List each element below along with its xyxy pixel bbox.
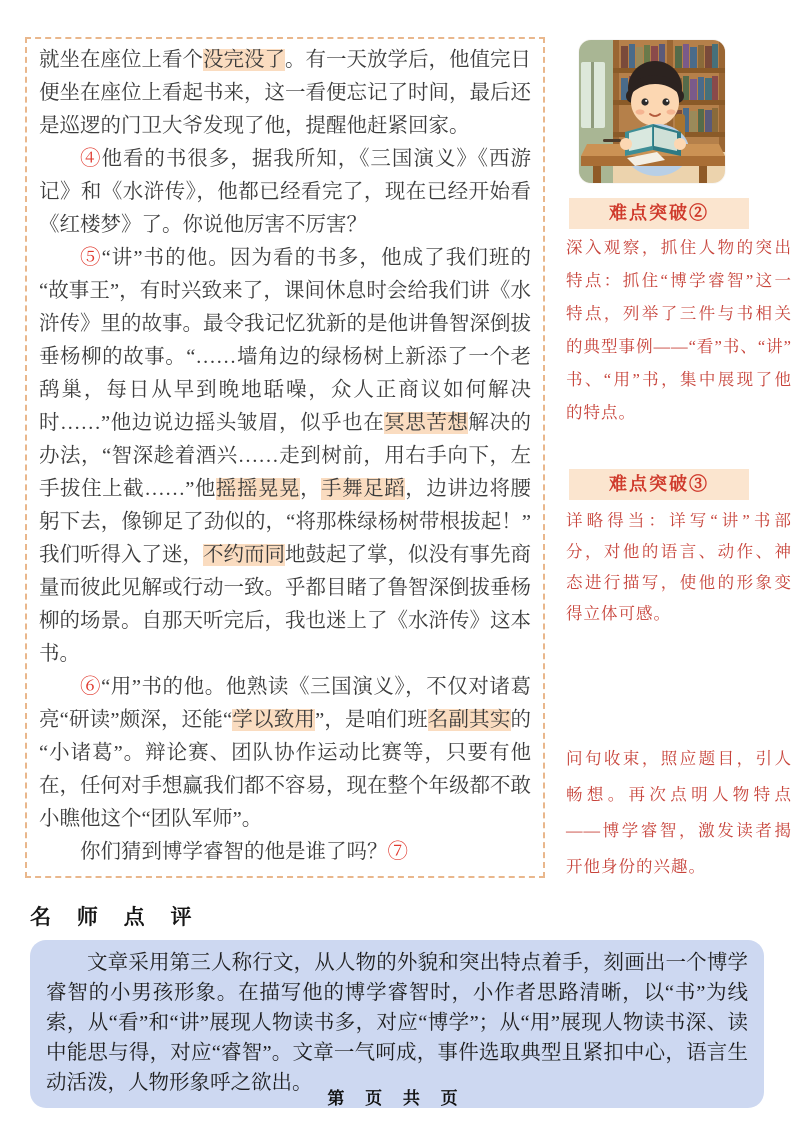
teacher-review-heading: 名 师 点 评 [30,906,202,929]
teacher-review-box [30,940,764,1108]
paragraph-number-marker: ④ [80,148,102,170]
essay-text: 他看的书很多，据我所知，《三国演义》《西游记》和《水浒传》，他都已经看完了，现在已经开始看《红楼梦》了。你说他厉害不厉害？ [39,148,532,236]
note-text-breakthrough-2: 深入观察，抓住人物的突出特点：抓住“博学睿智”这一特点，列举了三件与书相关的典型事例——“看”书、“讲”书、“用”书，集中展现了他的特点。 [566,238,792,422]
page-footer: 第 页 共 页 [327,1089,466,1108]
essay-text: 就坐在座位上看个 [39,49,203,71]
highlighted-phrase: 名副其实 [427,709,511,731]
essay-paragraph [39,44,531,143]
essay-body-panel [25,37,545,878]
essay-text: ， [300,478,322,500]
essay-text: 的“小诸葛”。辩论赛、团队协作运动比赛等，只要有他在，任何对手想赢我们都不容易，现在整个年级都不敢小瞧他这个“团队军师”。 [39,709,532,830]
highlighted-phrase: 冥思苦想 [384,412,469,434]
essay-paragraph [39,836,531,869]
highlighted-phrase: 手舞足蹈 [321,478,406,500]
essay-paragraph [39,143,531,242]
highlighted-phrase: 不约而同 [203,544,285,566]
paragraph-number-marker: ⑥ [80,676,102,698]
boy-reading-illustration [579,40,725,183]
highlighted-phrase: 没完没了 [203,49,285,71]
note-text-breakthrough-3: 详略得当：详写“讲”书部分，对他的语言、动作、神态进行描写，使他的形象变得立体可感。 [566,511,792,623]
note-text-ending-comment: 问句收束，照应题目，引人畅想。再次点明人物特点——博学睿智，激发读者揭开他身份的兴趣。 [566,749,792,876]
highlighted-phrase: 摇摇晃晃 [215,478,301,500]
essay-text: 你们猜到博学睿智的他是谁了吗？ [80,841,388,863]
essay-text: “用”书的他。他熟读《三国演义》，不仅对诸葛亮“研读”颇深，还能“ [39,676,532,731]
essay-paragraph [39,671,531,836]
essay-text: 解决的办法，“智深趁着酒兴……走到树前，用右手向下，左手拔住上截……”他 [39,412,531,500]
essay-text: “讲”书的他。因为看的书多，他成了我们班的“故事王”，有时兴致来了，课间休息时会给我们讲《水浒传》里的故事。最令我记忆犹新的是他讲鲁智深倒拔垂杨柳的故事。“……墙角边的绿杨树上新添了一个老鸹巢，每日从早到晚地聒噪，众人正商议如何解决时……”他边说边摇头皱眉，似乎也在 [39,247,532,434]
essay-text: ，边讲边将腰躬下去，像铆足了劲似的，“将那株绿杨树带根拔起！”我们听得入了迷， [39,478,532,566]
essay-paragraph [39,242,531,671]
teacher-review-body: 文章采用第三人称行文，从人物的外貌和突出特点着手，刻画出一个博学睿智的小男孩形象。在描写他的博学睿智时，小作者思路清晰，以“书”为线索，从“看”和“讲”展现人物读书多，对应“博学”；从“用”展现人物读书深、读中能思与得，对应“睿智”。文章一气呵成，事件选取典型且紧扣中心，语言生动活泼，人物形象呼之欲出。 [46,952,748,1094]
paragraph-number-marker: ⑤ [80,247,102,269]
essay-text: 。有一天放学后，他值完日便坐在座位上看起书来，这一看便忘记了时间，最后还是巡逻的门卫大爷发现了他，提醒他赶紧回家。 [39,49,531,137]
essay-text: ”，是咱们班 [315,709,428,731]
paragraph-number-marker: ⑦ [387,841,408,863]
note-title-breakthrough-3: 难点突破③ [569,469,749,500]
highlighted-phrase: 学以致用 [232,709,316,731]
boy-reading-illustration-svg [579,40,725,183]
essay-text: 地鼓起了掌，似没有事先商量而彼此见解或行动一致。乎都目睹了鲁智深倒拔垂杨柳的场景。自那天听完后，我也迷上了《水浒传》这本书。 [39,544,531,665]
note-title-breakthrough-2: 难点突破② [569,198,749,229]
